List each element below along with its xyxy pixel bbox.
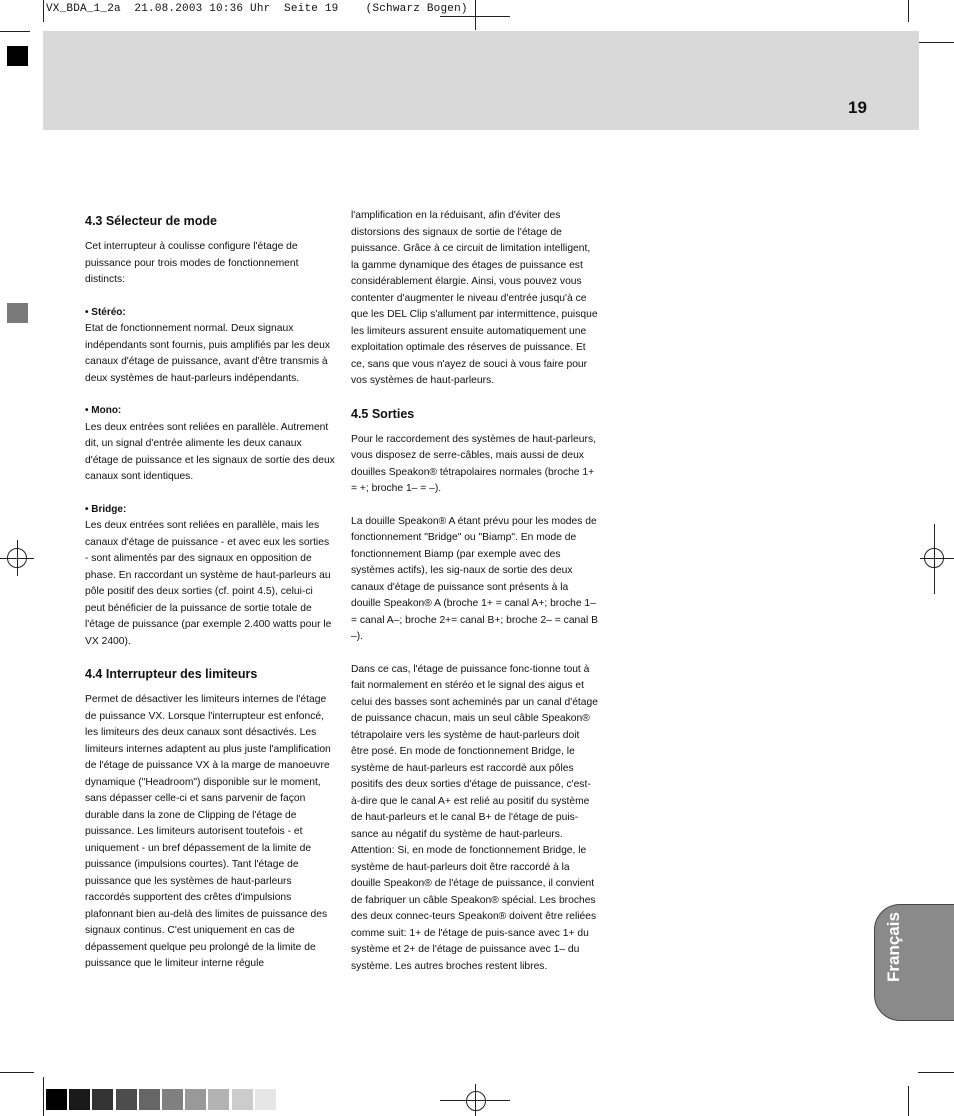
stereo-label: • Stéréo:: [85, 306, 126, 318]
language-tab-label: Français: [884, 912, 903, 982]
color-swatch: [116, 1089, 137, 1110]
stereo-text: Etat de fonctionnement normal. Deux signaux indépendants sont fournis, puis amplifiés par les deux canaux d'étage de puissance, avant d'être transmis à deux systèmes de haut-parleurs indépendants.: [85, 323, 330, 384]
color-swatch: [255, 1089, 276, 1110]
header-band: [43, 31, 919, 130]
registration-mark: [440, 16, 510, 17]
crop-mark: [918, 42, 954, 43]
mono-text: Les deux entrées sont reliées en parallèle. Autrement dit, un signal d'entrée alimente les deux canaux d'étage de puissance et les signaux de sortie des deux canaux sont identiques.: [85, 421, 335, 482]
black-corner-square: [7, 46, 28, 66]
left-column: [85, 213, 335, 973]
section-4-4-title: 4.4 Interrupteur des limiteurs: [85, 667, 258, 681]
color-swatch: [162, 1089, 183, 1110]
section-4-5-title: 4.5 Sorties: [351, 406, 415, 421]
crop-mark: [908, 1086, 909, 1116]
bridge-label: • Bridge:: [85, 503, 127, 515]
registration-mark: [475, 0, 476, 30]
section-4-3-intro: Cet interrupteur à coulisse configure l'étage de puissance pour trois modes de fonctionnement distincts:: [85, 241, 299, 285]
crop-mark: [0, 31, 30, 32]
crop-mark: [908, 0, 909, 22]
crop-mark: [43, 0, 44, 22]
mono-label: • Mono:: [85, 405, 122, 416]
section-4-5-paragraph-2: La douille Speakon® A étant prévu pour les modes de fonctionnement "Bridge" ou "Biamp". En mode de fonctionnement Biamp (par exemple avec des systèmes actifs), les sig-naux de sortie des deux canaux d'étage de puissance sont présents à la douille Speakon® A (broche 1+ = canal A+; broche 1– = canal A–; broche 2+= canal B+; broche 2– = canal B –).: [351, 515, 599, 642]
color-swatch: [232, 1089, 253, 1110]
registration-mark: [466, 1091, 486, 1111]
color-swatch: [92, 1089, 113, 1110]
crop-mark: [43, 1077, 44, 1116]
color-swatch: [208, 1089, 229, 1110]
registration-mark: [924, 548, 944, 568]
continued-text: l'amplification en la réduisant, afin d'éviter des distorsions des signaux de sortie de l'étage de puissance. Grâce à ce circuit de limitation intelligent, la gamme dynamique des étages de puissance est considérablement élargie. Ainsi, vous pouvez vous contenter d'augmenter le niveau d'entrée jusqu'à ce que les DEL Clip s'allument par intermittence, puisque les limiteurs assurent ensuite automatiquement une exploitation optimale des réserves de puissance. Et ce, sans que vous n'ayez de souci à vous faire pour vos systèmes de haut-parleurs.: [351, 210, 598, 386]
crop-mark: [0, 1072, 34, 1073]
page-number: 19: [848, 98, 867, 117]
right-column: [351, 208, 599, 975]
print-slug: VX_BDA_1_2a 21.08.2003 10:36 Uhr Seite 19 (Schwarz Bogen): [46, 3, 468, 15]
registration-mark: [7, 548, 27, 568]
crop-mark: [918, 1072, 954, 1073]
color-swatch: [139, 1089, 160, 1110]
section-4-3-title: 4.3 Sélecteur de mode: [85, 214, 218, 228]
section-4-5-paragraph-3: Dans ce cas, l'étage de puissance fonc-tionne tout à fait normalement en stéréo et le signal des aigus et celui des basses sont acheminés par un canal d'étage de puissance chacun, mais un seul câble Speakon® tétrapolaire vers les système de haut-parleurs doit être posé. En mode de fonctionnement Bridge, le système de haut-parleurs est raccordé aux pôles positifs des deux sorties d'étage de puissance, c'est-à-dire que le canal A+ est relié au positif du système de haut-parleurs et le canal B+ de l'étage de puis-sance au négatif du système de haut-parleurs. Attention: Si, en mode de fonctionnement Bridge, le système de haut-parleurs doit être raccordé à la douille Speakon® de l'étage de puissance, il convient de fabriquer un câble Speakon® spécial. Les broches des deux connec-teurs Speakon® doivent être reliées comme suit: 1+ de l'étage de puis-sance avec 1+ du système et 2+ de l'étage de puissance avec 1– du système. Les autres broches restent libres.: [351, 663, 598, 972]
gray-square-marker: [7, 303, 28, 323]
color-swatch: [185, 1089, 206, 1110]
section-4-4-text: Permet de désactiver les limiteurs internes de l'étage de puissance VX. Lorsque l'interrupteur est enfoncé, les limiteurs des deux canaux sont désactivés. Les limiteurs internes adaptent au plus juste l'amplification de l'étage de puissance VX à la marge de manoeuvre dynamique ("Headroom") disponible sur le moment, sans dépasser celle-ci et sans parvenir de façon durable dans la zone de Clipping de l'étage de puissance. Les limiteurs autorisent toutefois - et uniquement - un bref dépassement de la limite de puissance (impulsions courtes). Tant l'étage de puissance que les systèmes de haut-parleurs raccordés supportent des crêtes d'impulsions plafonnant bien au-delà des limites de puissance des signaux continus. C'est uniquement en cas de dépassement quelque peu prolongé de la limite de puissance que le limiteur interne régule: [85, 694, 331, 969]
bridge-text: Les deux entrées sont reliées en parallèle, mais les canaux d'étage de puissance - et avec eux les sorties - sont alimentés par des signaux en opposition de phase. En raccordant un système de haut-parleurs au pôle positif des deux sorties (cf. point 4.5), celui-ci peut bénéficier de la puissance de sortie totale de l'étage de puissance (par exemple 2.400 watts pour le VX 2400).: [85, 520, 332, 647]
color-swatch: [46, 1089, 67, 1110]
color-swatch: [69, 1089, 90, 1110]
section-4-5-paragraph-1: Pour le raccordement des systèmes de haut-parleurs, vous disposez de serre-câbles, mais aussi de deux douilles Speakon® tétrapolaires normales (broche 1+ = +; broche 1– = –).: [351, 433, 596, 494]
